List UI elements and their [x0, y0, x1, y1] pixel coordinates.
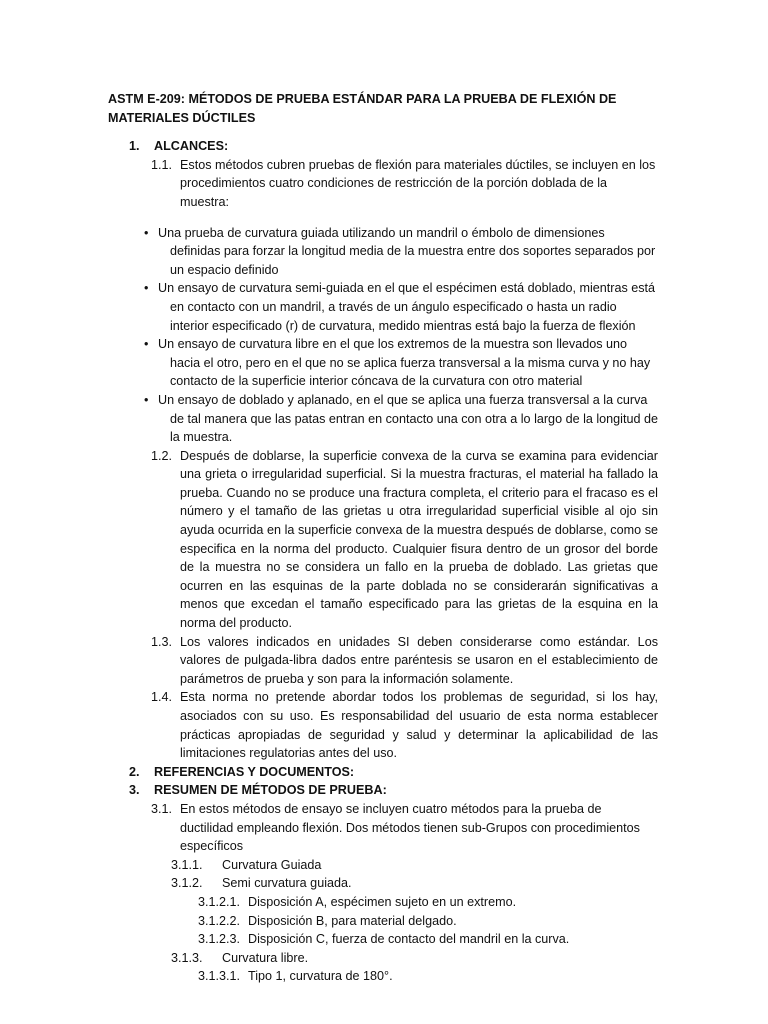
item-text: Curvatura Guiada	[222, 857, 322, 872]
item-text: Disposición C, fuerza de contacto del mandril en la curva.	[248, 932, 570, 947]
section-number: 2.	[129, 764, 140, 779]
section-1-heading	[129, 137, 658, 156]
item-3-1-2-1	[198, 893, 658, 912]
subsection-number: 1.1.	[151, 157, 173, 172]
list-item: • Un ensayo de curvatura semi-guiada en el que el espécimen está doblado, mientras está en contacto con un mandril, a través de un ángulo especificado o hasta un radio interior especificado (r) de curvatura, medido mientras está bajo la fuerza de flexión	[108, 279, 658, 335]
section-3-heading	[129, 781, 658, 800]
item-number: 3.1.2.3.	[198, 932, 241, 947]
item-number: 3.1.2.2.	[198, 913, 241, 928]
subsection-1-4	[151, 688, 658, 762]
item-text: Semi curvatura guiada.	[222, 876, 352, 891]
item-3-1-3	[171, 949, 658, 968]
item-number: 3.1.3.	[171, 950, 203, 965]
section-number: 1.	[129, 139, 140, 154]
subsection-number: 3.1.	[151, 801, 173, 816]
item-text: Disposición A, espécimen sujeto en un extremo.	[248, 894, 517, 909]
subsection-text: Esta norma no pretende abordar todos los problemas de seguridad, si los hay, asociados con su uso. Es responsabilidad del usuario de esta norma establecer prácticas apropiadas de seguridad y salud y determinar la aplicabilidad de las limitaciones regulatorias antes del uso.	[180, 690, 658, 761]
item-number: 3.1.2.1.	[198, 894, 241, 909]
subsection-text: Estos métodos cubren pruebas de flexión para materiales dúctiles, se incluyen en los procedimientos cuatro condiciones de restricción de la porción doblada de la muestra:	[180, 157, 656, 209]
subsection-text: Los valores indicados en unidades SI deben considerarse como estándar. Los valores de pulgada-libra dados entre paréntesis se usaron en el establecimiento de parámetros de prueba y son para la información solamente.	[180, 634, 658, 686]
item-number: 3.1.3.1.	[198, 969, 241, 984]
section-label: RESUMEN DE MÉTODOS DE PRUEBA:	[154, 783, 387, 798]
section-number: 3.	[129, 783, 140, 798]
subsection-1-3	[151, 633, 658, 689]
list-item: • Un ensayo de doblado y aplanado, en el que se aplica una fuerza transversal a la curva de tal manera que las patas entran en contacto una con otra a lo largo de la longitud de la muestra.	[108, 391, 658, 447]
subsection-1-1	[151, 156, 658, 212]
item-number: 3.1.1.	[171, 857, 203, 872]
section-label: REFERENCIAS Y DOCUMENTOS:	[154, 764, 355, 779]
list-item: • Un ensayo de curvatura libre en el que los extremos de la muestra son llevados uno hacia el otro, pero en el que no se aplica fuerza transversal a la misma curva y no hay contacto de la superficie interior cóncava de la curvatura con otro material	[108, 335, 658, 391]
subsection-3-1	[151, 800, 658, 856]
item-text: Disposición B, para material delgado.	[248, 913, 457, 928]
subsection-number: 1.4.	[151, 690, 173, 705]
subsection-text: Después de doblarse, la superficie convexa de la curva se examina para evidenciar una grieta o irregularidad superficial. Si la muestra fracturas, el material ha fallado la prueba. Cuando no se produce una fractura completa, el criterio para el fracaso es el número y el tamaño de las grietas u otra irregularidad superficial visible al ojo sin ayuda ocurrida en la superficie convexa de la muestra después de doblarse, como se especifica en la norma del producto. Cualquier fisura dentro de un grosor del borde de la muestra no se considera un fallo en la prueba de doblado. Las grietas que ocurren en las esquinas de la parte doblada no se considerarán significativas a menos que excedan el tamaño especificado para las grietas de la esquina en la norma del producto.	[180, 448, 658, 631]
item-3-1-2	[171, 874, 658, 893]
item-3-1-2-2	[198, 912, 658, 931]
item-3-1-3-1	[198, 967, 658, 986]
section-2-heading	[129, 763, 658, 782]
restriction-conditions-list	[108, 224, 658, 447]
subsection-number: 1.2.	[151, 448, 173, 463]
list-item: • Una prueba de curvatura guiada utilizando un mandril o émbolo de dimensiones definidas para forzar la longitud media de la muestra entre dos soportes separados por un espacio definido	[108, 224, 658, 280]
section-label: ALCANCES:	[154, 139, 229, 154]
item-number: 3.1.2.	[171, 876, 203, 891]
item-text: Tipo 1, curvatura de 180°.	[248, 969, 393, 984]
document-title: ASTM E-209: MÉTODOS DE PRUEBA ESTÁNDAR PARA LA PRUEBA DE FLEXIÓN DE MATERIALES DÚCTILES	[108, 92, 617, 125]
item-3-1-2-3	[198, 930, 658, 949]
item-3-1-1	[171, 856, 658, 875]
subsection-1-2	[151, 447, 658, 633]
subsection-number: 1.3.	[151, 634, 173, 649]
item-text: Curvatura libre.	[222, 950, 309, 965]
subsection-text: En estos métodos de ensayo se incluyen cuatro métodos para la prueba de ductilidad empleando flexión. Dos métodos tienen sub-Grupos con procedimientos específicos	[180, 801, 640, 854]
